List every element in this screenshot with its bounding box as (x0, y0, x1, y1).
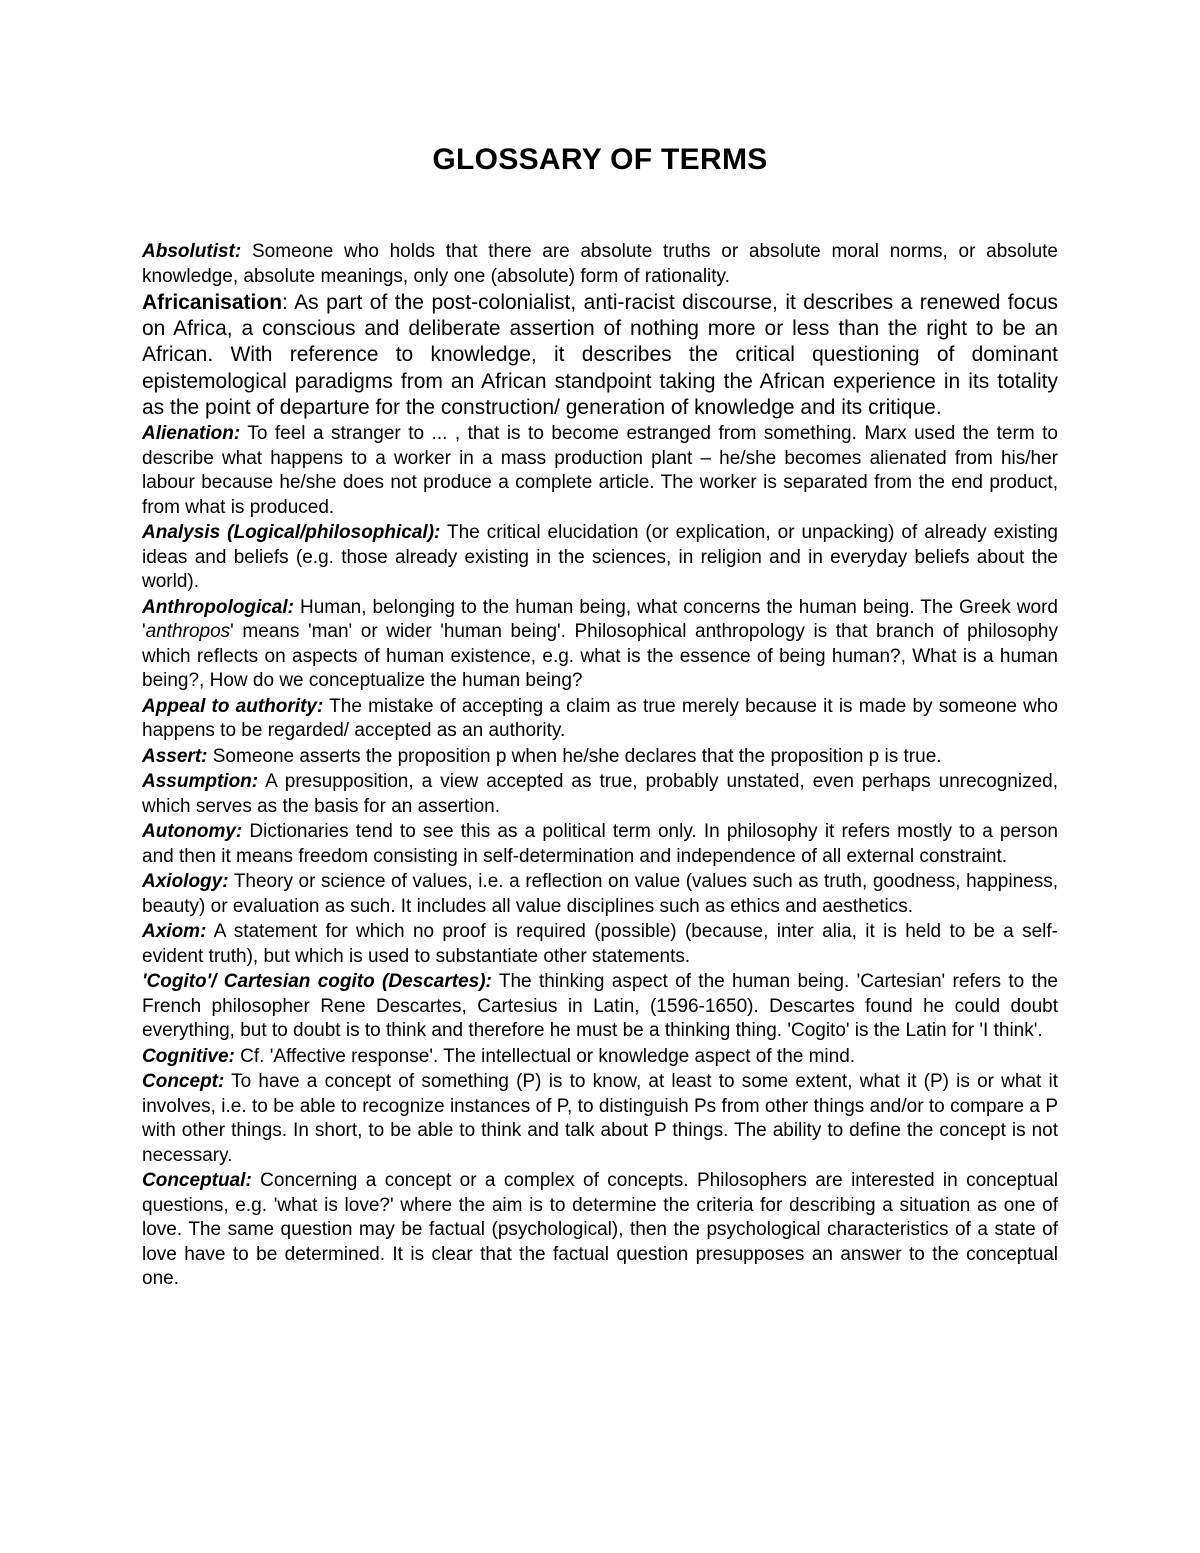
glossary-emphasis: anthropos (145, 621, 231, 643)
glossary-entry-concept (142, 1070, 1058, 1168)
glossary-term: Africanisation (142, 291, 283, 314)
glossary-entry-anthropological (142, 596, 1058, 694)
glossary-term: Cognitive: (142, 1045, 235, 1067)
glossary-entry-cogito (142, 970, 1058, 1044)
glossary-entry-assert (142, 745, 1058, 770)
glossary-entry-autonomy (142, 820, 1058, 869)
glossary-entry-cognitive (142, 1045, 1058, 1070)
glossary-definition-part: ' means 'man' or wider 'human being'. Philosophical anthropology is that branch of philosophy which reflects on aspects of human existence, e.g. what is the essence of being human?, What is a human being?, How do we conceptualize the human being? (142, 621, 1058, 692)
glossary-term: Axiology: (142, 871, 229, 893)
glossary-term: Axiom: (142, 921, 207, 943)
glossary-entry-appeal-to-authority (142, 695, 1058, 744)
glossary-entry-absolutist (142, 240, 1058, 289)
glossary-term: Assumption: (142, 771, 259, 793)
glossary-term: 'Cogito'/ Cartesian cogito (Descartes): (142, 971, 492, 993)
glossary-definition: Concerning a concept or a complex of concepts. Philosophers are interested in conceptual questions, e.g. 'what is love?' where the aim is to determine the criteria for describing a situation as one of love. The same question may be factual (psychological), then the psychological characteristics of a state of love have to be determined. It is clear that the factual question presupposes an answer to the conceptual one. (142, 1170, 1058, 1290)
glossary-list (142, 240, 1058, 1293)
glossary-term: Autonomy: (142, 821, 243, 843)
glossary-term: Assert: (142, 745, 208, 767)
glossary-entry-axiology (142, 870, 1058, 919)
glossary-term: Conceptual: (142, 1170, 252, 1192)
glossary-entry-alienation (142, 422, 1058, 520)
glossary-entry-africanisation (142, 290, 1058, 421)
glossary-term: Analysis (Logical/philosophical): (142, 522, 441, 544)
glossary-definition: To feel a stranger to ... , that is to become estranged from something. Marx used the term to describe what happens to a worker in a mass production plant – he/she becomes alienated from his/her labour because he/she does not produce a complete article. The worker is separated from the end product, from what is produced. (142, 423, 1058, 518)
glossary-definition: A presupposition, a view accepted as true, probably unstated, even perhaps unrecognized, which serves as the basis for an assertion. (142, 771, 1058, 817)
glossary-term: Alienation: (142, 423, 241, 445)
glossary-definition-part: Human, belonging to the human being, what concerns the human being. The Greek word ' (142, 596, 1058, 643)
glossary-definition: To have a concept of something (P) is to know, at least to some extent, what it (P) is or what it involves, i.e. to be able to recognize instances of P, to distinguish Ps from other things and/or to compare a P with other things. In short, to be able to think and talk about P things. The ability to define the concept is not necessary. (142, 1071, 1058, 1166)
glossary-term: Concept: (142, 1071, 225, 1093)
glossary-definition: Someone asserts the proposition p when he/she declares that the proposition p is true. (207, 745, 942, 767)
glossary-definition: Theory or science of values, i.e. a reflection on value (values such as truth, goodness, happiness, beauty) or evaluation as such. It includes all value disciplines such as ethics and aesthetics. (142, 871, 1058, 917)
glossary-definition: : As part of the post-colonialist, anti-racist discourse, it describes a renewed focus on Africa, a conscious and deliberate assertion of nothing more or less than the right to be an African. With reference to knowledge, it describes the critical questioning of dominant epistemological paradigms from an African standpoint taking the African experience in its totality as the point of departure for the construction/ generation of knowledge and its critique. (142, 291, 1058, 419)
glossary-definition: Dictionaries tend to see this as a political term only. In philosophy it refers mostly to a person and then it means freedom consisting in self-determination and independence of all external constraint. (142, 821, 1058, 867)
glossary-definition: The mistake of accepting a claim as true merely because it is made by someone who happens to be regarded/ accepted as an authority. (142, 695, 1058, 742)
glossary-definition: A statement for which no proof is required (possible) (because, inter alia, it is held to be a self-evident truth), but which is used to substantiate other statements. (142, 921, 1058, 967)
glossary-term: Anthropological: (142, 596, 294, 618)
glossary-term: Appeal to authority: (142, 695, 324, 717)
glossary-entry-assumption (142, 770, 1058, 819)
page-title: GLOSSARY OF TERMS (432, 143, 768, 176)
glossary-definition: Someone who holds that there are absolute truths or absolute moral norms, or absolute knowledge, absolute meanings, only one (absolute) form of rationality. (142, 241, 1058, 287)
glossary-entry-conceptual (142, 1169, 1058, 1292)
glossary-term: Absolutist: (142, 241, 242, 262)
glossary-definition: Cf. 'Affective response'. The intellectual or knowledge aspect of the mind. (234, 1045, 856, 1067)
glossary-entry-analysis (142, 521, 1058, 595)
glossary-entry-axiom (142, 920, 1058, 969)
glossary-definition: The critical elucidation (or explication, or unpacking) of already existing ideas and beliefs (e.g. those already existing in the sciences, in religion and in everyday beliefs about the world). (142, 522, 1058, 593)
glossary-definition: The thinking aspect of the human being. 'Cartesian' refers to the French philosopher Rene Descartes, Cartesius in Latin, (1596-1650). Descartes found he could doubt everything, but to doubt is to think and therefore he must be a thinking thing. 'Cogito' is the Latin for 'I think'. (142, 971, 1058, 1042)
